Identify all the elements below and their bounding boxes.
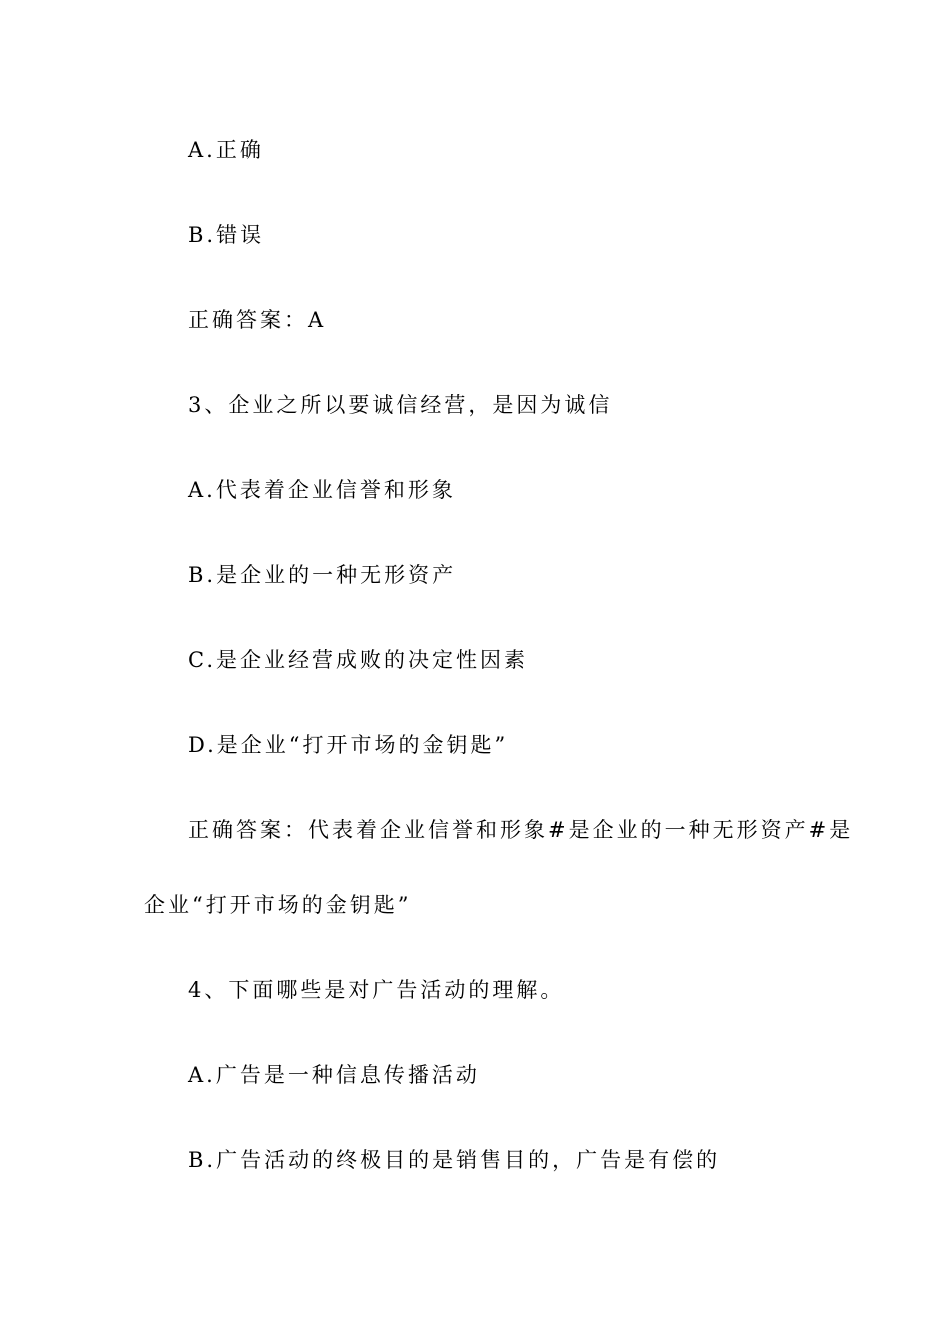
question-3-answer-continued: 企业“打开市场的金钥匙” bbox=[144, 893, 412, 917]
question-3: 3、企业之所以要诚信经营，是因为诚信 bbox=[188, 393, 613, 417]
option-b-wrong: B.错误 bbox=[188, 223, 265, 247]
question-4-option-b: B.广告活动的终极目的是销售目的，广告是有偿的 bbox=[188, 1148, 721, 1172]
option-a-correct: A.正确 bbox=[188, 138, 264, 162]
answer-line: 正确答案：A bbox=[188, 308, 327, 332]
question-3-answer: 正确答案：代表着企业信誉和形象#是企业的一种无形资产#是 bbox=[188, 818, 854, 842]
question-4-option-a: A.广告是一种信息传播活动 bbox=[188, 1063, 480, 1087]
question-3-option-c: C.是企业经营成败的决定性因素 bbox=[188, 648, 528, 672]
question-4: 4、下面哪些是对广告活动的理解。 bbox=[188, 978, 565, 1002]
question-3-option-b: B.是企业的一种无形资产 bbox=[188, 563, 457, 587]
question-3-option-d: D.是企业“打开市场的金钥匙” bbox=[188, 733, 509, 757]
question-3-option-a: A.代表着企业信誉和形象 bbox=[188, 478, 456, 502]
